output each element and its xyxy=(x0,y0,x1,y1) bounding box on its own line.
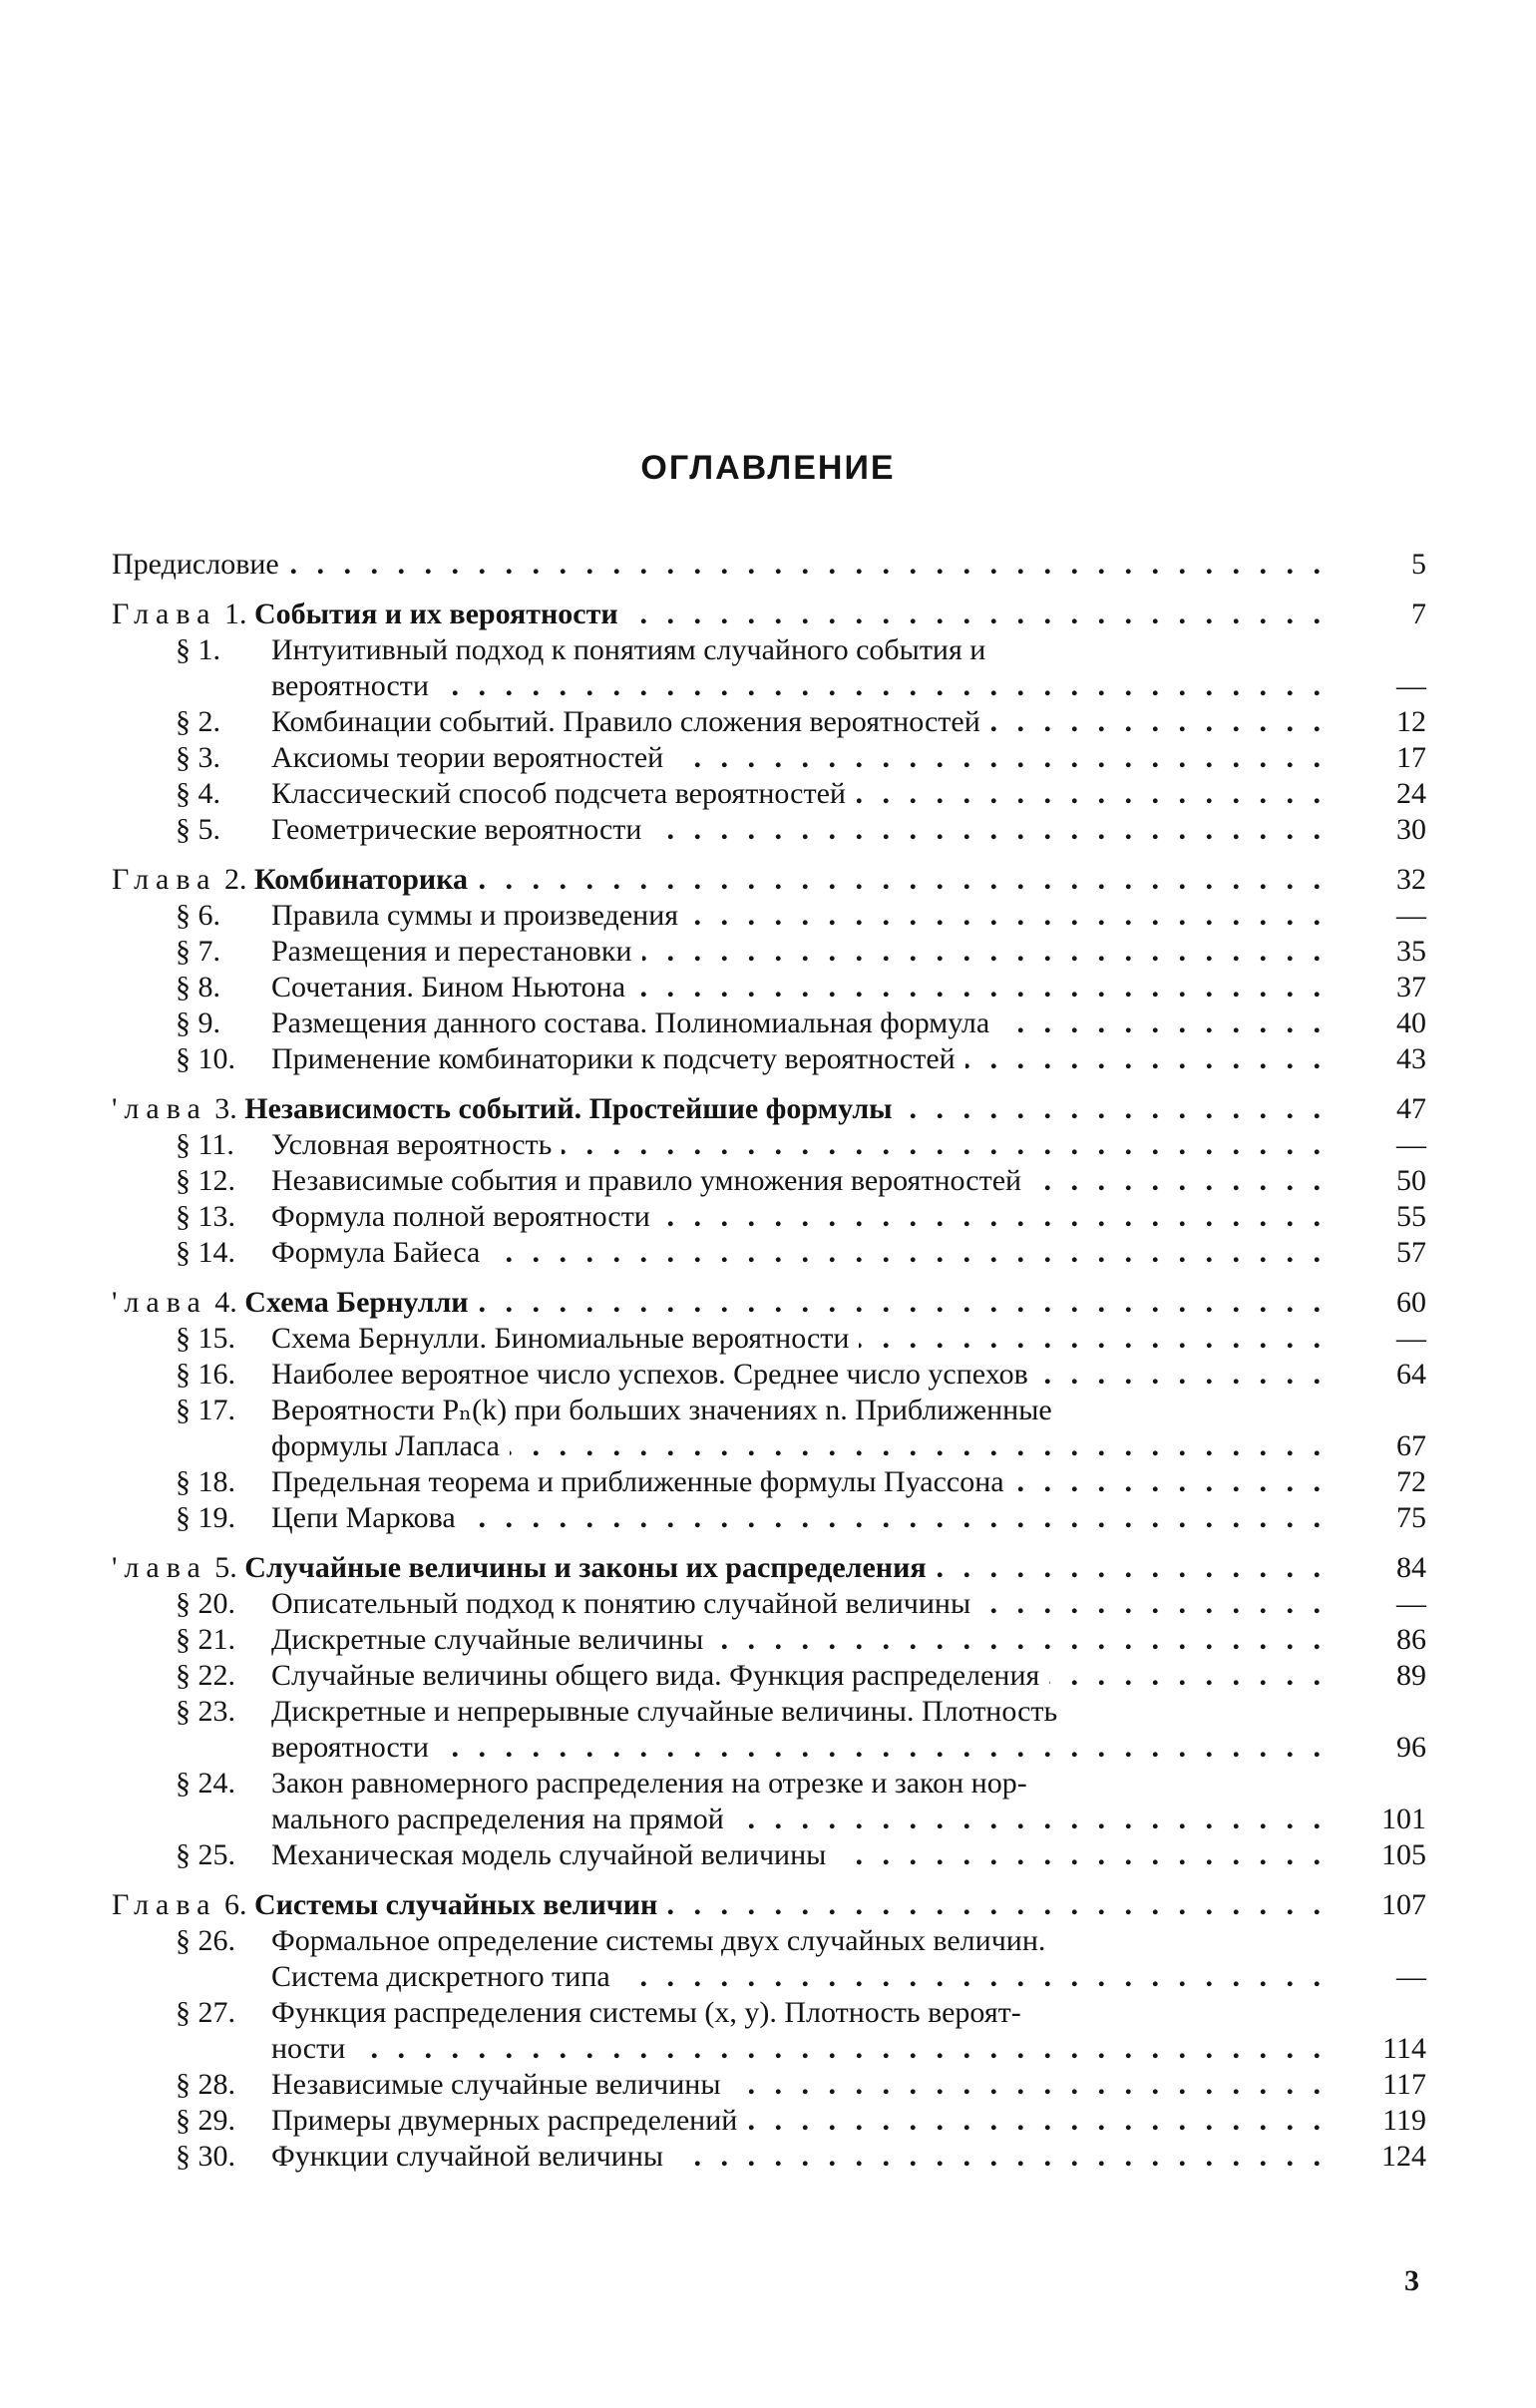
page-ref: 101 xyxy=(1381,1803,1426,1835)
chapter-row xyxy=(112,597,1426,632)
section-number: § 14. xyxy=(176,1236,235,1269)
preface-row xyxy=(112,547,1426,583)
chapter-number: 3. xyxy=(206,1092,245,1125)
page-ref: 107 xyxy=(1381,1888,1426,1921)
table-of-contents xyxy=(112,547,1426,2175)
section-row xyxy=(112,1500,1426,1536)
chapter-prefix: Глава xyxy=(112,1888,217,1921)
page-ref: — xyxy=(1396,669,1426,702)
page-ref: 67 xyxy=(1396,1429,1426,1462)
section-number: § 3. xyxy=(176,741,220,774)
section-number: § 17. xyxy=(176,1394,235,1426)
entry-label: Аксиомы теории вероятностей . . . xyxy=(271,740,1327,776)
section-row xyxy=(112,1321,1426,1357)
entry-label: вероятности . . . xyxy=(271,668,1327,704)
chapter-title: Случайные величины и законы их распределения xyxy=(244,1551,927,1584)
section-row xyxy=(112,1923,1426,1959)
section-row xyxy=(112,1127,1426,1163)
chapter-number: 4. xyxy=(206,1286,245,1319)
section-number: § 12. xyxy=(176,1164,235,1197)
entry-label: Формальное определение системы двух случайных величин. xyxy=(271,1923,1327,1959)
section-row xyxy=(112,1163,1426,1199)
entry-label: Формула Байеса . . . xyxy=(271,1235,1327,1271)
page-title: ОГЛАВЛЕНИЕ xyxy=(640,449,896,487)
page-ref: 43 xyxy=(1396,1042,1426,1075)
page-ref: 119 xyxy=(1382,2104,1426,2137)
entry-label xyxy=(112,1887,1327,1923)
page-ref: — xyxy=(1396,1128,1426,1161)
page-ref: 84 xyxy=(1396,1551,1426,1584)
section-row xyxy=(112,740,1426,776)
entry-label: Цепи Маркова . . . xyxy=(271,1500,1327,1536)
page-ref: 96 xyxy=(1396,1731,1426,1764)
page-ref: 30 xyxy=(1396,813,1426,846)
section-row xyxy=(112,1730,1426,1766)
section-row xyxy=(112,668,1426,704)
chapter-row xyxy=(112,1887,1426,1923)
section-number: § 27. xyxy=(176,1996,235,2029)
entry-label: Система дискретного типа . . . xyxy=(271,1959,1327,1995)
entry-label: Вероятности Pₙ(k) при больших значениях n. Приближенные xyxy=(271,1393,1327,1428)
section-number: § 16. xyxy=(176,1358,235,1391)
page-ref: 37 xyxy=(1396,971,1426,1003)
chapter-row xyxy=(112,1091,1426,1127)
chapter-title: События и их вероятности xyxy=(253,598,618,630)
entry-label: ности . . . xyxy=(271,2031,1327,2067)
page-ref: 75 xyxy=(1396,1501,1426,1534)
section-row xyxy=(112,1357,1426,1393)
entry-label: Формула полной вероятности . . . xyxy=(271,1199,1327,1235)
entry-label: Правила суммы и произведения . . . xyxy=(271,898,1327,934)
entry-label xyxy=(112,597,1327,632)
chapter-title: Схема Бернулли xyxy=(244,1286,469,1319)
page-ref: 40 xyxy=(1396,1006,1426,1039)
entry-label: Комбинации событий. Правило сложения вероятностей . . . xyxy=(271,704,1327,740)
section-number: § 5. xyxy=(176,813,220,846)
entry-label: Дискретные и непрерывные случайные величины. Плотность xyxy=(271,1694,1327,1730)
section-row xyxy=(112,1995,1426,2031)
entry-label xyxy=(112,862,1327,898)
section-row xyxy=(112,812,1426,848)
page-ref: 55 xyxy=(1396,1200,1426,1233)
entry-label: Размещения и перестановки . . . xyxy=(271,934,1327,970)
chapter-title: Системы случайных величин xyxy=(253,1888,658,1921)
page-ref: 72 xyxy=(1396,1465,1426,1498)
page-ref: 60 xyxy=(1396,1286,1426,1319)
section-number: § 1. xyxy=(176,633,220,666)
page-ref: 5 xyxy=(1411,548,1426,581)
entry-label: мального распределения на прямой . . . xyxy=(271,1802,1327,1837)
entry-label: формулы Лапласа . . . xyxy=(271,1428,1327,1464)
page-ref: 124 xyxy=(1381,2140,1426,2173)
entry-label: Независимые случайные величины . . . xyxy=(271,2067,1327,2103)
entry-label: Независимые события и правило умножения вероятностей . . . xyxy=(271,1163,1327,1199)
entry-label: Классический способ подсчета вероятностей . . . xyxy=(271,776,1327,812)
chapter-prefix: 'лава xyxy=(112,1551,207,1584)
section-row xyxy=(112,1802,1426,1837)
section-row xyxy=(112,1199,1426,1235)
section-number: § 18. xyxy=(176,1465,235,1498)
section-number: § 21. xyxy=(176,1623,235,1656)
section-number: § 29. xyxy=(176,2104,235,2137)
section-row xyxy=(112,1658,1426,1694)
chapter-row xyxy=(112,862,1426,898)
chapter-prefix: Глава xyxy=(112,863,217,896)
section-row xyxy=(112,1235,1426,1271)
entry-label: Механическая модель случайной величины . . . xyxy=(271,1837,1327,1873)
chapter-number: 5. xyxy=(206,1551,245,1584)
section-number: § 7. xyxy=(176,935,220,968)
section-number: § 30. xyxy=(176,2140,235,2173)
section-row xyxy=(112,1622,1426,1658)
entry-label xyxy=(112,1091,1327,1127)
chapter-row xyxy=(112,1285,1426,1321)
section-number: § 22. xyxy=(176,1659,235,1692)
page-ref: — xyxy=(1396,899,1426,932)
entry-label: Наиболее вероятное число успехов. Среднее число успехов . . . xyxy=(271,1357,1327,1393)
chapter-number: 1. xyxy=(216,598,254,630)
entry-label xyxy=(112,1285,1327,1321)
section-row xyxy=(112,776,1426,812)
section-row xyxy=(112,632,1426,668)
section-number: § 15. xyxy=(176,1322,235,1355)
entry-label: Размещения данного состава. Полиномиальная формула . . . xyxy=(271,1005,1327,1041)
page-ref: 12 xyxy=(1396,705,1426,738)
section-number: § 23. xyxy=(176,1695,235,1728)
section-row xyxy=(112,2139,1426,2175)
page-ref: 32 xyxy=(1396,863,1426,896)
section-number: § 2. xyxy=(176,705,220,738)
entry-label: Применение комбинаторики к подсчету вероятностей . . . xyxy=(271,1041,1327,1077)
entry-label: Функция распределения системы (x, y). Плотность вероят- xyxy=(271,1995,1327,2031)
chapter-row xyxy=(112,1550,1426,1586)
page-ref: — xyxy=(1396,1587,1426,1620)
entry-label: Условная вероятность . . . xyxy=(271,1127,1327,1163)
chapter-title: Комбинаторика xyxy=(253,863,469,896)
page-ref: 89 xyxy=(1396,1659,1426,1692)
section-row xyxy=(112,2031,1426,2067)
chapter-prefix: Глава xyxy=(112,598,217,630)
section-number: § 24. xyxy=(176,1767,235,1800)
page-ref: 17 xyxy=(1396,741,1426,774)
entry-label: Интуитивный подход к понятиям случайного события и xyxy=(271,632,1327,668)
page-ref: 105 xyxy=(1381,1838,1426,1871)
section-row xyxy=(112,2103,1426,2139)
section-row xyxy=(112,1694,1426,1730)
entry-label: Схема Бернулли. Биномиальные вероятности . . . xyxy=(271,1321,1327,1357)
chapter-number: 2. xyxy=(216,863,254,896)
entry-label: Случайные величины общего вида. Функция распределения . . . xyxy=(271,1658,1327,1694)
section-row xyxy=(112,1005,1426,1041)
entry-label xyxy=(112,1550,1327,1586)
page-ref: — xyxy=(1396,1960,1426,1993)
section-row xyxy=(112,1464,1426,1500)
section-number: § 4. xyxy=(176,777,220,810)
section-row xyxy=(112,1041,1426,1077)
entry-label: Дискретные случайные величины . . . xyxy=(271,1622,1327,1658)
section-row xyxy=(112,970,1426,1005)
page-ref: 7 xyxy=(1411,598,1426,630)
page-ref: 114 xyxy=(1382,2032,1426,2065)
section-number: § 28. xyxy=(176,2068,235,2101)
section-row xyxy=(112,1393,1426,1428)
section-row xyxy=(112,898,1426,934)
page-ref: 64 xyxy=(1396,1358,1426,1391)
section-row xyxy=(112,1586,1426,1622)
section-number: § 11. xyxy=(176,1128,234,1161)
section-row xyxy=(112,704,1426,740)
section-number: § 6. xyxy=(176,899,220,932)
section-number: § 20. xyxy=(176,1587,235,1620)
section-number: § 10. xyxy=(176,1042,235,1075)
section-number: § 13. xyxy=(176,1200,235,1233)
page-ref: 86 xyxy=(1396,1623,1426,1656)
section-row xyxy=(112,2067,1426,2103)
section-number: § 8. xyxy=(176,971,220,1003)
section-row xyxy=(112,1959,1426,1995)
section-row xyxy=(112,1766,1426,1802)
section-number: § 19. xyxy=(176,1501,235,1534)
entry-label: Предельная теорема и приближенные формулы Пуассона . . . xyxy=(271,1464,1327,1500)
entry-label: Сочетания. Бином Ньютона . . . xyxy=(271,970,1327,1005)
page-number: 3 xyxy=(1404,2264,1419,2297)
entry-label: Геометрические вероятности . . . xyxy=(271,812,1327,848)
chapter-prefix: 'лава xyxy=(112,1092,207,1125)
section-row xyxy=(112,1428,1426,1464)
page-ref: 57 xyxy=(1396,1236,1426,1269)
entry-label: Описательный подход к понятию случайной величины . . . xyxy=(271,1586,1327,1622)
page-ref: 50 xyxy=(1396,1164,1426,1197)
chapter-title: Независимость событий. Простейшие формулы xyxy=(244,1092,893,1125)
page-ref: 47 xyxy=(1396,1092,1426,1125)
page-ref: 24 xyxy=(1396,777,1426,810)
entry-label: Функции случайной величины . . . xyxy=(271,2139,1327,2175)
page-ref: 35 xyxy=(1396,935,1426,968)
page-ref: 117 xyxy=(1382,2068,1426,2101)
section-row xyxy=(112,1837,1426,1873)
entry-label: Предисловие . . . xyxy=(112,547,1327,583)
entry-label: вероятности . . . xyxy=(271,1730,1327,1766)
section-row xyxy=(112,934,1426,970)
section-number: § 26. xyxy=(176,1924,235,1957)
entry-label: Примеры двумерных распределений . . . xyxy=(271,2103,1327,2139)
section-number: § 9. xyxy=(176,1006,220,1039)
chapter-prefix: 'лава xyxy=(112,1286,207,1319)
page-ref: — xyxy=(1396,1322,1426,1355)
section-number: § 25. xyxy=(176,1838,235,1871)
entry-label: Закон равномерного распределения на отрезке и закон нор- xyxy=(271,1766,1327,1802)
chapter-number: 6. xyxy=(216,1888,254,1921)
